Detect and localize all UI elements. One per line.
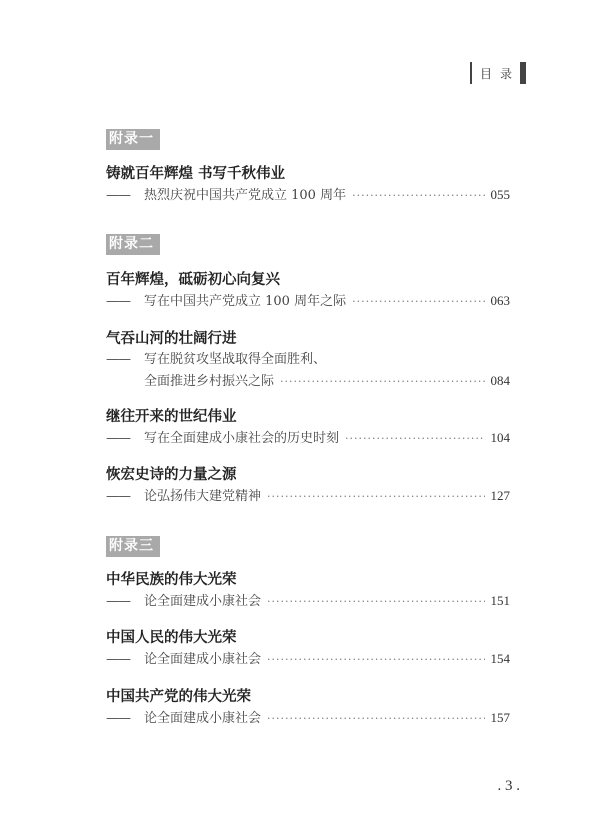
leader-dots [280,371,484,392]
leader-dots [267,708,484,729]
entry-page-number: 055 [490,187,510,202]
entry-title: 中国人民的伟大光荣 [106,630,237,646]
entry-page-number: 151 [490,593,510,608]
entry-subtitle: 论全面建成小康社会 [144,594,262,609]
entry-page-number: 104 [490,430,510,445]
entry-title: 继往开来的世纪伟业 [106,409,237,425]
section-tag: 附录二 [106,234,160,255]
entry-subtitle: 论全面建成小康社会 [144,652,262,667]
leader-dots [352,185,484,206]
entry-subtitle: 热烈庆祝中国共产党成立 100 周年 [144,188,347,203]
dash-prefix: —— [106,294,130,309]
entry-subtitle-line [106,648,510,670]
toc-entry[interactable] [106,329,510,392]
entry-subtitle-line [106,370,510,392]
header-section-mark [470,62,526,84]
section-tag: 附录一 [106,129,160,150]
entry-subtitle: 写在全面建成小康社会的历史时刻 [144,431,340,446]
leader-dots [352,291,484,312]
leader-dots [267,649,484,670]
entry-subtitle: 写在脱贫攻坚战取得全面胜利、 [144,352,327,367]
toc-entry[interactable] [106,570,510,612]
toc-entry[interactable] [106,164,510,206]
section-appendix-1 [106,128,504,150]
page-number: . 3 . [497,778,520,794]
entry-subtitle-line [106,349,510,370]
toc-entry[interactable] [106,465,510,507]
entry-subtitle: 论全面建成小康社会 [144,711,262,726]
entry-subtitle-line [106,290,510,312]
toc-entry[interactable] [106,270,510,312]
dash-prefix: —— [106,188,130,203]
entry-subtitle-line [106,485,510,507]
dash-prefix: —— [106,352,130,367]
entry-subtitle: 写在中国共产党成立 100 周年之际 [144,294,347,309]
toc-entry[interactable] [106,628,510,670]
entry-title: 铸就百年辉煌 书写千秋伟业 [106,166,286,182]
section-tag: 附录三 [106,536,160,557]
entry-title: 中华民族的伟大光荣 [106,572,237,588]
entry-subtitle-line [106,707,510,729]
entry-title: 百年辉煌，砥砺初心向复兴 [106,272,280,288]
dash-prefix: —— [106,594,130,609]
entry-page-number: 127 [490,488,510,503]
section-appendix-2 [106,233,504,255]
dash-prefix: —— [106,489,130,504]
entry-subtitle: 全面推进乡村振兴之际 [144,374,275,389]
dash-prefix: —— [106,652,130,667]
entry-page-number: 084 [490,373,510,388]
leader-dots [267,591,484,612]
entry-subtitle-line [106,590,510,612]
entry-title: 中国共产党的伟大光荣 [106,689,251,705]
entry-subtitle-line [106,184,510,206]
dash-prefix: —— [106,711,130,726]
leader-dots [345,428,484,449]
entry-subtitle-line [106,427,510,449]
entry-title: 气吞山河的壮阔行进 [106,331,237,347]
section-appendix-3 [106,535,504,557]
header-label: 目录 [479,66,520,81]
dash-prefix: —— [106,431,130,446]
leader-dots [267,486,484,507]
entry-page-number: 157 [490,710,510,725]
entry-title: 恢宏史诗的力量之源 [106,467,237,483]
toc-entry[interactable] [106,407,510,449]
entry-page-number: 154 [490,651,510,666]
entry-subtitle: 论弘扬伟大建党精神 [144,489,262,504]
toc-entry[interactable] [106,687,510,729]
entry-page-number: 063 [490,293,510,308]
